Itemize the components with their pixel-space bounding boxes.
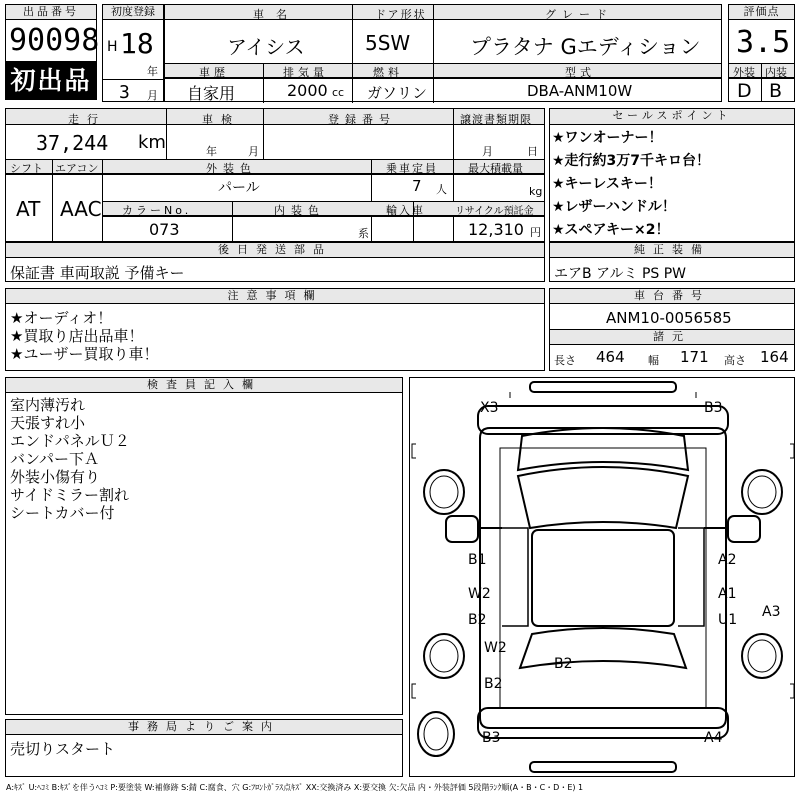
sales-point: ★レザーハンドル！ bbox=[552, 199, 676, 215]
height-label: 高さ bbox=[724, 354, 746, 367]
mileage-label: 走行 bbox=[68, 113, 106, 126]
shift: AT bbox=[16, 197, 41, 221]
inspector-label: 検査員記入欄 bbox=[6, 378, 402, 393]
month: 3 bbox=[119, 82, 130, 103]
damage-mark: A2 bbox=[718, 552, 737, 568]
notes-label: 注意事項欄 bbox=[6, 289, 544, 304]
mileage-unit: km bbox=[138, 132, 166, 153]
month-unit: 月 bbox=[147, 89, 158, 102]
recycle-fee: 12,310 bbox=[468, 220, 524, 239]
year-unit: 年 bbox=[147, 65, 158, 78]
ext-color: パール bbox=[218, 180, 260, 196]
history: 自家用 bbox=[187, 84, 236, 103]
sales-point: ★ワンオーナー！ bbox=[552, 130, 663, 146]
door-label: ドア形状 bbox=[375, 8, 427, 21]
load-unit: kg bbox=[529, 185, 543, 198]
damage-mark: B2 bbox=[554, 656, 573, 672]
exterior-label: 外装 bbox=[733, 66, 755, 79]
first-registration-label: 初度登録 bbox=[103, 5, 163, 20]
note-item: ★オーディオ！ bbox=[10, 309, 113, 327]
grade: プラタナ Gエディション bbox=[470, 35, 701, 59]
inspector-notes bbox=[5, 377, 403, 715]
model: DBA-ANM10W bbox=[527, 82, 633, 100]
capacity-label: 乗車定員 bbox=[386, 162, 438, 175]
note-item: ★買取り店出品車！ bbox=[10, 327, 144, 345]
width: 171 bbox=[680, 348, 709, 366]
damage-mark: B2 bbox=[468, 612, 487, 628]
recycle-label: リサイクル預託金 bbox=[455, 206, 534, 217]
history-label: 車歴 bbox=[199, 66, 229, 79]
damage-mark: W2 bbox=[468, 586, 491, 602]
sales-points-label: セールスポイント bbox=[550, 109, 794, 125]
notes bbox=[5, 288, 545, 371]
equipment-value: エアB アルミ PS PW bbox=[554, 266, 687, 282]
damage-mark: U1 bbox=[718, 612, 738, 628]
model-label: 型式 bbox=[565, 66, 595, 79]
inspector-item: サイドミラー割れ bbox=[10, 486, 129, 504]
interior-label: 内装 bbox=[765, 66, 787, 79]
inspector-item: シートカバー付 bbox=[10, 504, 115, 522]
damage-mark: A3 bbox=[762, 604, 781, 620]
ext-color-label: 外装色 bbox=[206, 162, 257, 175]
score-label: 評価点 bbox=[729, 5, 794, 20]
color-number-label: カラーNo. bbox=[122, 204, 192, 217]
vehicle-details bbox=[5, 108, 545, 242]
later-parts-label: 後日発送部品 bbox=[6, 243, 544, 258]
int-color-label: 内装色 bbox=[274, 204, 325, 217]
capacity: 7 bbox=[412, 177, 422, 195]
damage-mark: B3 bbox=[704, 400, 723, 416]
sales-point: ★キーレスキー！ bbox=[552, 176, 662, 192]
sales-point: ★スペアキー×2！ bbox=[552, 222, 670, 238]
sales-point: ★走行約3万7千キロ台！ bbox=[552, 153, 711, 169]
damage-mark: X3 bbox=[480, 400, 499, 416]
door-type: 5SW bbox=[365, 31, 411, 55]
mileage: 37,244 bbox=[36, 131, 109, 155]
car-outline bbox=[410, 378, 794, 776]
damage-mark: B3 bbox=[482, 730, 501, 746]
max-load-label: 最大積載量 bbox=[468, 162, 523, 175]
inspection-label: 車検 bbox=[202, 113, 240, 126]
legend: A:ｷｽﾞ U:ﾍｺﾐ B:ｷｽﾞを伴うﾍｺﾐ P:要塗装 W:補修跡 S:錆 C:腐食、穴 G:ﾌﾛﾝﾄｶﾞﾗｽ点ｷｽﾞ XX:交換済み X:要交換 欠:欠品 内・外装評価 5段階ﾗﾝｸ順(A・B・C・D・E) 1 bbox=[6, 783, 584, 792]
car-name: アイシス bbox=[227, 35, 305, 59]
damage-mark: A1 bbox=[718, 586, 737, 602]
score-cell bbox=[728, 4, 795, 102]
car-name-label: 車名 bbox=[253, 8, 299, 21]
inspector-item: 室内薄汚れ bbox=[10, 396, 86, 414]
damage-diagram bbox=[409, 377, 795, 777]
shift-label: シフト bbox=[10, 162, 43, 175]
inspector-item: 天張すれ小 bbox=[10, 414, 86, 432]
width-label: 幅 bbox=[648, 354, 659, 367]
fuel-label: 燃料 bbox=[373, 66, 403, 79]
inspection-month-unit: 月 bbox=[248, 145, 259, 158]
later-parts-value: 保証書 車両取説 予備キー bbox=[10, 264, 185, 282]
length-label: 長さ bbox=[554, 354, 576, 367]
chassis-label: 車台番号 bbox=[550, 289, 794, 304]
sales-points bbox=[549, 108, 795, 242]
score: 3.5 bbox=[736, 25, 791, 60]
inspector-item: エンドパネルＵ２ bbox=[10, 432, 130, 450]
interior-grade: B bbox=[769, 80, 783, 102]
sales-points-list bbox=[552, 127, 710, 242]
transfer-month-unit: 月 bbox=[482, 145, 493, 158]
later-parts bbox=[5, 242, 545, 282]
transfer-day-unit: 日 bbox=[527, 145, 538, 158]
transfer-label: 譲渡書類期限 bbox=[460, 113, 532, 126]
specs-label: 諸元 bbox=[550, 330, 794, 345]
inspector-item: バンパー下Ａ bbox=[10, 450, 99, 468]
office-value: 売切りスタート bbox=[10, 740, 116, 758]
int-color-unit: 系 bbox=[358, 227, 369, 240]
air-conditioner: AAC bbox=[60, 197, 102, 221]
lot-number-cell bbox=[5, 4, 100, 62]
chassis-number: ANM10-0056585 bbox=[606, 309, 732, 327]
note-item: ★ユーザー買取り車！ bbox=[10, 345, 159, 363]
cc-unit: cc bbox=[332, 86, 345, 99]
first-registration-cell bbox=[102, 4, 164, 102]
damage-mark: B1 bbox=[468, 552, 487, 568]
color-number: 073 bbox=[149, 220, 180, 239]
lot-number-label: 出品番号 bbox=[6, 5, 96, 20]
damage-mark: A4 bbox=[704, 730, 723, 746]
length: 464 bbox=[596, 348, 625, 366]
displacement: 2000 bbox=[287, 81, 328, 100]
year: 18 bbox=[120, 27, 154, 60]
height: 164 bbox=[760, 348, 789, 366]
office-label: 事務局よりご案内 bbox=[6, 720, 402, 735]
first-listing-badge: 初出品 bbox=[5, 62, 97, 100]
inspection-year-unit: 年 bbox=[206, 145, 217, 158]
inspector-item: 外装小傷有り bbox=[10, 468, 101, 486]
era: H bbox=[107, 39, 118, 55]
lot-number: 90098 bbox=[9, 23, 100, 58]
fuel: ガソリン bbox=[367, 84, 428, 102]
damage-mark: B2 bbox=[484, 676, 503, 692]
capacity-unit: 人 bbox=[436, 183, 447, 196]
recycle-unit: 円 bbox=[530, 226, 541, 239]
ac-label: エアコン bbox=[55, 162, 99, 175]
equipment bbox=[549, 242, 795, 282]
exterior-grade: D bbox=[737, 80, 752, 102]
chassis-and-specs bbox=[549, 288, 795, 371]
grade-label: グレード bbox=[545, 8, 613, 21]
equipment-label: 純正装備 bbox=[550, 243, 794, 258]
import-label: 輸入車 bbox=[386, 204, 425, 217]
vehicle-info bbox=[164, 4, 722, 102]
office-notice bbox=[5, 719, 403, 777]
damage-mark: W2 bbox=[484, 640, 507, 656]
registration-label: 登録番号 bbox=[328, 113, 396, 126]
displacement-label: 排気量 bbox=[283, 66, 328, 79]
